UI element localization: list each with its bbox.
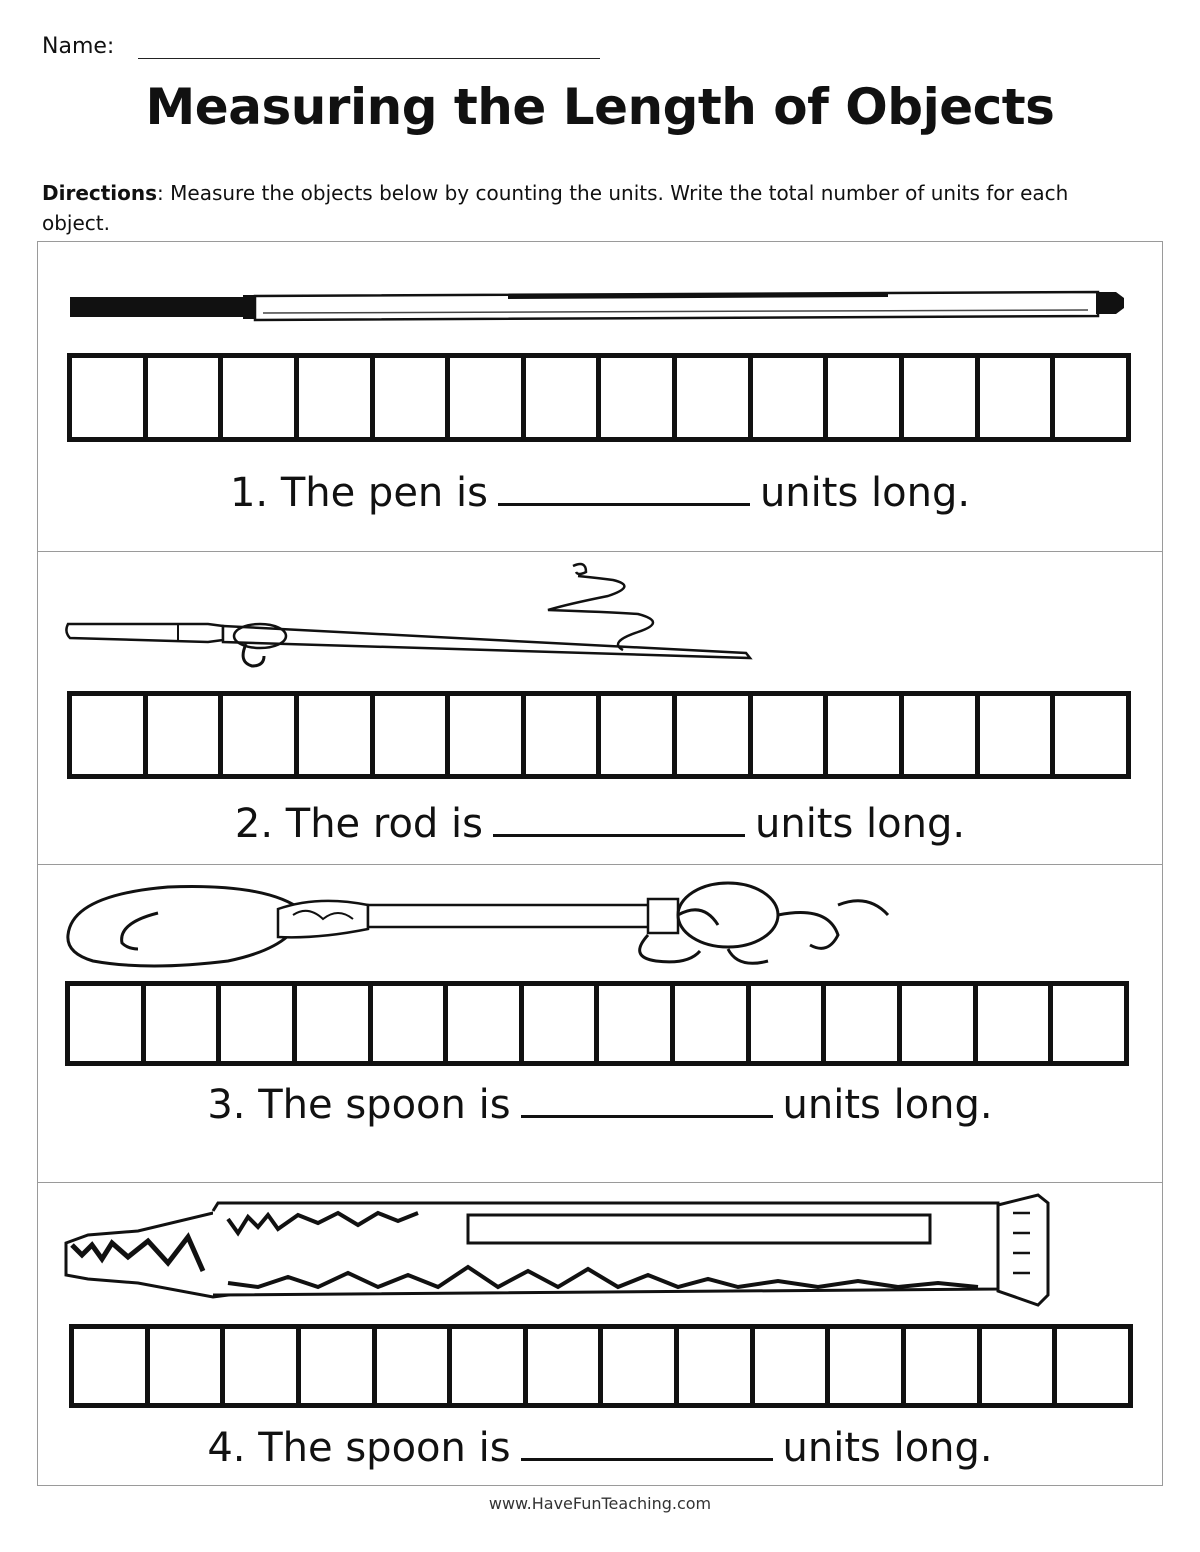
unit-box: [675, 986, 751, 1061]
unit-box: [753, 358, 829, 437]
unit-box: [677, 696, 753, 774]
unit-box: [1055, 358, 1126, 437]
needle-icon: [38, 552, 1164, 682]
unit-box: [828, 696, 904, 774]
unit-box: [751, 986, 827, 1061]
unit-box: [377, 1329, 453, 1403]
unit-box: [373, 986, 449, 1061]
unit-box: [830, 1329, 906, 1403]
answer-blank-4[interactable]: [521, 1450, 773, 1461]
unit-row-4: [69, 1324, 1133, 1408]
sentence-1-suffix: units long.: [759, 470, 971, 516]
unit-box: [1053, 986, 1124, 1061]
unit-box: [146, 986, 222, 1061]
item-panel-1: [37, 241, 1163, 552]
unit-box: [603, 1329, 679, 1403]
unit-box: [221, 986, 297, 1061]
sentence-2: [38, 801, 1162, 847]
answer-blank-1[interactable]: [498, 495, 750, 506]
unit-box: [906, 1329, 982, 1403]
answer-blank-3[interactable]: [521, 1107, 773, 1118]
unit-box: [225, 1329, 301, 1403]
unit-box: [601, 358, 677, 437]
unit-row-2: [67, 691, 1131, 779]
unit-box: [755, 1329, 831, 1403]
directions-label: Directions: [42, 181, 158, 205]
page-title: Measuring the Length of Objects: [145, 78, 1055, 136]
unit-box: [601, 696, 677, 774]
sentence-2-prefix: 2. The rod is: [234, 801, 483, 847]
marker-icon: [38, 1183, 1164, 1313]
directions: [42, 178, 1102, 238]
unit-box: [450, 696, 526, 774]
unit-box: [70, 986, 146, 1061]
sentence-2-suffix: units long.: [754, 801, 966, 847]
footer-url: www.HaveFunTeaching.com: [488, 1494, 712, 1513]
unit-box: [982, 1329, 1058, 1403]
answer-blank-2[interactable]: [493, 826, 745, 837]
unit-box: [148, 358, 224, 437]
unit-box: [375, 358, 451, 437]
sentence-3-suffix: units long.: [782, 1082, 993, 1128]
unit-box: [980, 358, 1056, 437]
item-panel-3: [37, 865, 1163, 1183]
unit-box: [299, 696, 375, 774]
unit-box: [72, 696, 148, 774]
unit-box: [450, 358, 526, 437]
sentence-1-prefix: 1. The pen is: [229, 470, 488, 516]
unit-box: [677, 358, 753, 437]
unit-box: [223, 358, 299, 437]
unit-box: [1057, 1329, 1128, 1403]
unit-box: [448, 986, 524, 1061]
unit-row-1: [67, 353, 1131, 442]
unit-box: [524, 986, 600, 1061]
unit-box: [904, 358, 980, 437]
unit-box: [526, 696, 602, 774]
spoon-icon: [38, 865, 1164, 980]
unit-box: [452, 1329, 528, 1403]
unit-box: [978, 986, 1054, 1061]
unit-box: [301, 1329, 377, 1403]
unit-box: [599, 986, 675, 1061]
sentence-4: [38, 1425, 1162, 1471]
unit-box: [297, 986, 373, 1061]
item-panel-2: [37, 552, 1163, 865]
unit-box: [904, 696, 980, 774]
unit-box: [826, 986, 902, 1061]
sentence-3-prefix: 3. The spoon is: [207, 1082, 511, 1128]
unit-box: [528, 1329, 604, 1403]
sentence-1: [38, 470, 1162, 516]
unit-box: [753, 696, 829, 774]
directions-text: : Measure the objects below by counting the units. Write the total number of units for each object.: [42, 181, 1069, 235]
sentence-3: [38, 1082, 1162, 1128]
unit-box: [72, 358, 148, 437]
unit-box: [74, 1329, 150, 1403]
name-label: Name:: [42, 34, 115, 59]
unit-box: [375, 696, 451, 774]
unit-box: [980, 696, 1056, 774]
unit-box: [828, 358, 904, 437]
unit-box: [1055, 696, 1126, 774]
unit-box: [299, 358, 375, 437]
unit-box: [223, 696, 299, 774]
pen-icon: [38, 242, 1164, 352]
name-line[interactable]: [138, 58, 600, 59]
unit-box: [902, 986, 978, 1061]
item-panel-4: [37, 1183, 1163, 1486]
unit-box: [526, 358, 602, 437]
unit-box: [679, 1329, 755, 1403]
unit-row-3: [65, 981, 1129, 1066]
unit-box: [150, 1329, 226, 1403]
sentence-4-prefix: 4. The spoon is: [207, 1425, 511, 1471]
sentence-4-suffix: units long.: [782, 1425, 993, 1471]
unit-box: [148, 696, 224, 774]
